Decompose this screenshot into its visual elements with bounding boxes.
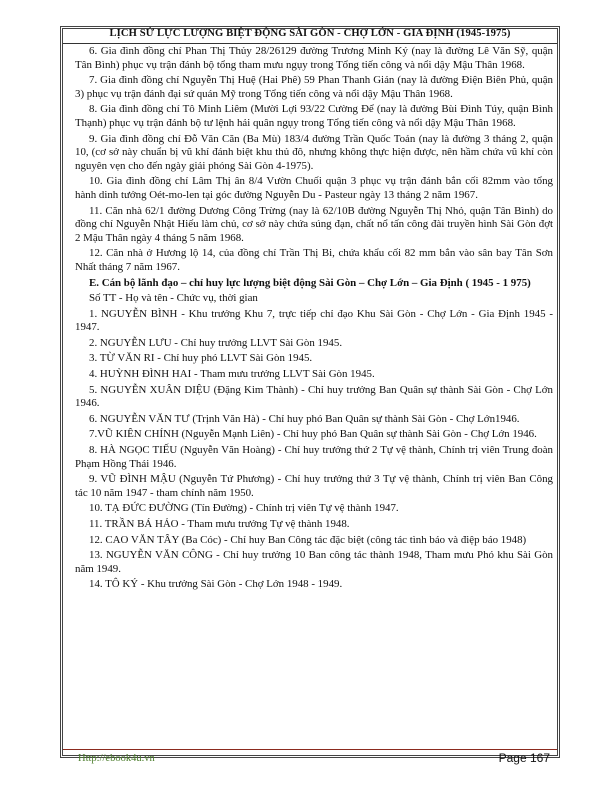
list-item: 11. TRẦN BÁ HẢO - Tham mưu trưởng Tự vệ thành 1948. — [89, 518, 350, 530]
list-item: 6. NGUYỄN VĂN TƯ (Trịnh Văn Hà) - Chỉ huy phó Ban Quân sự thành Sài Gòn - Chợ Lớn1946. — [89, 412, 520, 425]
paragraph: 10. Gia đình đồng chí Lâm Thị ân 8/4 Vườn Chuối quận 3 phục vụ trận đánh bắn cối 82mm vào tổng hành dinh tướng Oét-mo-len tại góc đường Nguyễn Du - Pasteur ngày 13 tháng 2 năm 1967. — [75, 175, 553, 201]
list-item: 9. VŨ ĐÌNH MẬU (Nguyễn Tứ Phương) - Chỉ huy trưởng thứ 3 Tự vệ thành, Chính trị viên Ban Công tác 10 năm 1947 - tham chính năm 1950. — [75, 473, 553, 499]
list-item: 8. HÀ NGỌC TIẾU (Nguyễn Văn Hoàng) - Chỉ huy trưởng thứ 2 Tự vệ thành, Chính trị viên Trung đoàn Phạm Hồng Thái 1946. — [75, 444, 553, 470]
footer-website-link[interactable]: Http://ebook4u.vn — [78, 753, 155, 764]
list-item: 10. TẠ ĐỨC ĐƯỜNG (Tín Đường) - Chính trị viên Tự vệ thành 1947. — [89, 502, 399, 515]
paragraph: 6. Gia đình đồng chí Phan Thị Thủy 28/26129 đường Trương Minh Ký (nay là đường Lê Văn Sỹ, quận Tân Bình) phục vụ trận đánh bộ tổng tham mưu ngụy trong Tổng tiến công và nổi dậy Mậu Thân 1968. — [75, 45, 553, 71]
list-item: 4. HUỲNH ĐÌNH HAI - Tham mưu trưởng LLVT Sài Gòn 1945. — [89, 368, 375, 381]
paragraph: 12. Căn nhà ở Hương lộ 14, của đồng chí Trần Thị Bi, chứa khẩu cối 82 mm bắn vào sân bay Tân Sơn Nhất tháng 7 năm 1967. — [75, 247, 553, 273]
list-item: 1. NGUYỄN BÌNH - Khu trưởng Khu 7, trực tiếp chỉ đạo Khu Sài Gòn - Chợ Lớn - Gia Định 1945 - 1947. — [75, 307, 553, 334]
list-item: 2. NGUYỄN LƯU - Chỉ huy trưởng LLVT Sài Gòn 1945. — [89, 336, 343, 349]
page-body — [75, 45, 553, 594]
paragraph: 7. Gia đình đồng chí Nguyễn Thị Huệ (Hai Phê) 59 Phan Thanh Giản (nay là đường Điện Biên Phủ, quận 3) phục vụ trận đánh đại sứ quán Mỹ trong Tổng tiến công và nổi dậy Mậu Thân 1968. — [75, 74, 553, 100]
footer-rule — [63, 749, 557, 750]
list-item: 3. TỪ VĂN RI - Chỉ huy phó LLVT Sài Gòn 1945. — [89, 352, 313, 365]
list-item: 14. TÔ KÝ - Khu trưởng Sài Gòn - Chợ Lớn 1948 - 1949. — [89, 578, 343, 591]
paragraph: 9. Gia đình đồng chí Đỗ Văn Căn (Ba Mù) 183/4 đường Trần Quốc Toản (nay là đường 3 tháng 2, quận 10, (cơ sở này chuẩn bị vũ khí đánh biệt khu thủ đô, nhưng không thực hiện được, nên hầm chứa vũ khí còn nguyên vẹn cho đến ngày giải phóng Sài Gòn 4-1975). — [75, 132, 553, 172]
list-intro: Số TT - Họ và tên - Chức vụ, thời gian — [89, 292, 258, 305]
header-rule — [63, 43, 557, 44]
page-number: Page 167 — [498, 751, 550, 765]
paragraph: 8. Gia đình đồng chí Tô Minh Liêm (Mười Lợi 93/22 Cường Để (nay là đường Bùi Đình Túy, quận Bình Thạnh) phục vụ trận đánh bộ tư lệnh hải quân ngụy trong Tổng tiến công và nổi dậy Mậu Thân 1968. — [75, 103, 553, 129]
list-item: 13. NGUYỄN VĂN CÔNG - Chỉ huy trưởng 10 Ban công tác thành 1948, Tham mưu Phó khu Sài Gòn năm 1949. — [75, 549, 553, 575]
list-item: 12. CAO VĂN TÂY (Ba Cóc) - Chỉ huy Ban Công tác đặc biệt (công tác tình báo và điệp báo 1948) — [89, 533, 527, 546]
list-item: 5. NGUYỄN XUÂN DIỆU (Đặng Kim Thành) - Chỉ huy trưởng Ban Quân sự thành Sài Gòn - Chợ Lớn 1946. — [75, 383, 553, 410]
list-item: 7.VŨ KIÊN CHÍNH (Nguyễn Mạnh Liên) - Chỉ huy phó Ban Quân sự thành Sài Gòn - Chợ Lớn 1946. — [89, 428, 537, 441]
paragraph: 11. Căn nhà 62/1 đường Dương Công Trừng (nay là 62/10B đường Nguyễn Thị Nhỏ, quận Tân Bình) do đồng chí Nguyễn Nhật Hiếu làm chủ, cơ sở này chứa súng đạn, chất nổ tấn công đài truyền hình Sài Gòn đợt 2 Mậu Thân ngày 4 tháng 5 năm 1968. — [75, 204, 553, 244]
section-heading: E. Cán bộ lãnh đạo – chỉ huy lực lượng biệt động Sài Gòn – Chợ Lớn – Gia Định ( 1945 - 1 975) — [89, 276, 531, 289]
running-header: LỊCH SỬ LỰC LƯỢNG BIỆT ĐỘNG SÀI GÒN - CHỢ LỚN - GIA ĐỊNH (1945-1975) — [109, 28, 511, 39]
